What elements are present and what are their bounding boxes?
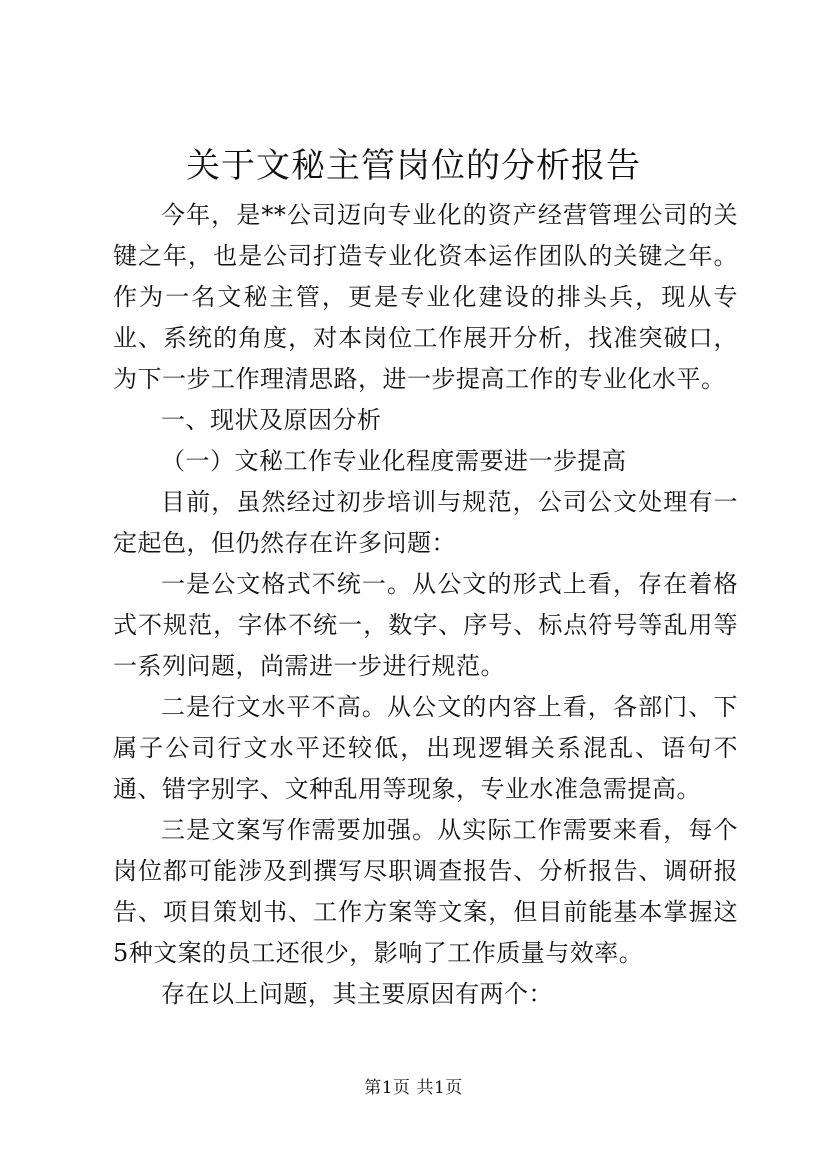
page-footer: 第1页 共1页 (364, 1078, 463, 1098)
paragraph-issue-copywriting: 三是文案写作需要加强。从实际工作需要来看，每个岗位都可能涉及到撰写尽职调查报告、分析报告、调研报告、项目策划书、工作方案等文案，但目前能基本掌握这5种文案的员工还很少，影响了工作质量与效率。 (113, 816, 738, 967)
document-title: 关于文秘主管岗位的分析报告 (186, 146, 641, 186)
paragraph-current-status: 目前，虽然经过初步培训与规范，公司公文处理有一定起色，但仍然存在许多问题： (113, 488, 738, 557)
paragraph-issue-format: 一是公文格式不统一。从公文的形式上看，存在着格式不规范，字体不统一，数字、序号、标点符号等乱用等一系列问题，尚需进一步进行规范。 (113, 570, 738, 680)
paragraph-intro: 今年，是**公司迈向专业化的资产经营管理公司的关键之年，也是公司打造专业化资本运作团队的关键之年。作为一名文秘主管，更是专业化建设的排头兵，现从专业、系统的角度，对本岗位工作展开分析，找准突破口，为下一步工作理清思路，进一步提高工作的专业化水平。 (113, 201, 738, 393)
paragraph-issue-writing: 二是行文水平不高。从公文的内容上看，各部门、下属子公司行文水平还较低，出现逻辑关系混乱、语句不通、错字别字、文种乱用等现象，专业水准急需提高。 (113, 693, 738, 803)
subsection-heading-1: （一）文秘工作专业化程度需要进一步提高 (161, 447, 627, 475)
document-body (113, 195, 738, 1015)
section-heading-1: 一、现状及原因分析 (161, 406, 382, 434)
paragraph-causes: 存在以上问题，其主要原因有两个： (161, 980, 553, 1008)
